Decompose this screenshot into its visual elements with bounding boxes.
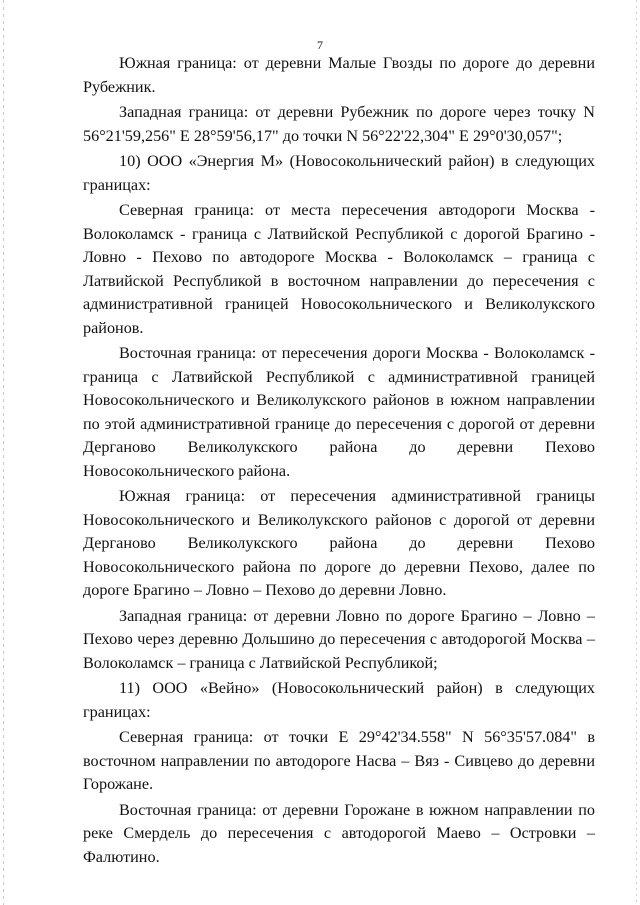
document-body	[83, 52, 595, 869]
paragraph-north-border-veino: Северная граница: от точки E 29°42'34.558" N 56°35'57.084" в восточном направлении по автодороге Насва – Вяз - Сивцево до деревни Горожане.	[83, 728, 595, 793]
paragraph-south-border-energiya: Южная граница: от пересечения административной границы Новосокольнического и Великолукского районов с дорогой от деревни Дерганово Великолукского района до деревни Пехово Новосокольнического района по дороге до деревни Пехово, далее по дороге Брагино – Ловно – Пехово до деревни Ловно.	[83, 487, 595, 599]
paragraph-west-border-energiya: Западная граница: от деревни Ловно по дороге Брагино – Ловно – Пехово через деревню Дольшино до пересечения с автодорогой Москва – Волоколамск – граница с Латвийской Республикой;	[83, 606, 595, 672]
scan-edge-right	[636, 0, 637, 905]
paragraph-west-border-rubezhnik: Западная граница: от деревни Рубежник по дороге через точку N 56°21'59,256" E 28°59'56,17" до точки N 56°22'22,304" E 29°0'30,057";	[83, 103, 595, 145]
paragraph-item-10-energiya-m: 10) ООО «Энергия М» (Новосокольнический район) в следующих границах:	[83, 152, 595, 194]
paragraph-south-border-gvozdy: Южная граница: от деревни Малые Гвозды по дороге до деревни Рубежник.	[83, 54, 595, 96]
page-number: 7	[317, 38, 323, 52]
paragraph-east-border-energiya: Восточная граница: от пересечения дороги Москва - Волоколамск - граница с Латвийской Республикой с административной границей Новосокольнического и Великолукского районов в южном направлении по этой административной границе до пересечения с дорогой от деревни Дерганово Великолукского района до деревни Пехово Новосокольнического района.	[83, 344, 595, 480]
paragraph-east-border-veino: Восточная граница: от деревни Горожане в южном направлении по реке Смердель до пересечения с автодорогой Маево – Островки – Фалютино.	[83, 800, 595, 866]
paragraph-north-border-energiya: Северная граница: от места пересечения автодороги Москва - Волоколамск - граница с Латвийской Республикой с дорогой Брагино - Ловно - Пехово по автодороге Москва - Волоколамск – граница с Латвийской Республикой в восточном направлении до пересечения с административной границей Новосокольнического и Великолукского районов.	[83, 201, 595, 337]
scan-edge-left	[3, 0, 4, 905]
paragraph-item-11-veino: 11) ООО «Вейно» (Новосокольнический район) в следующих границах:	[83, 679, 595, 721]
